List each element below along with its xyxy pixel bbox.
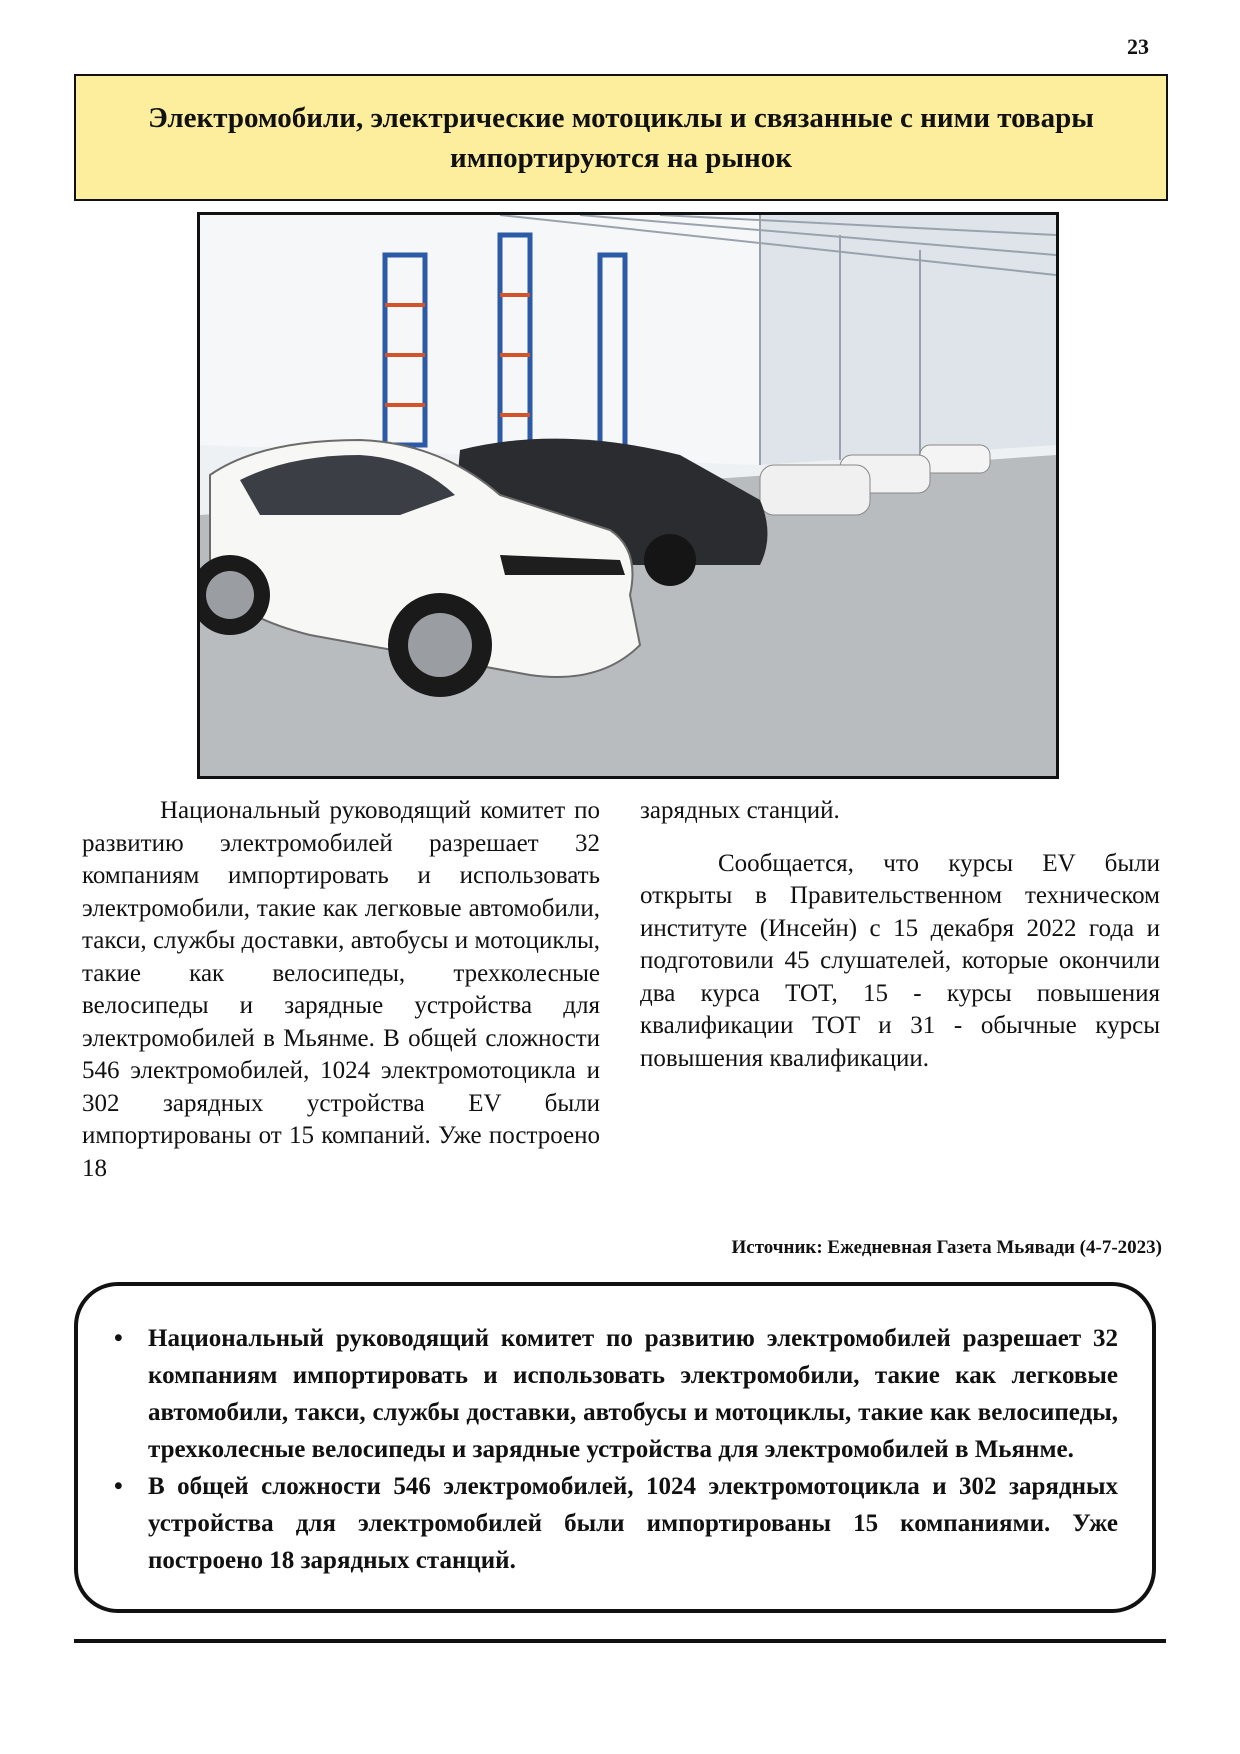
summary-item [110, 1320, 1118, 1468]
headline-line-1: Электромобили, электрические мотоциклы и связанные с ними товары [148, 101, 1094, 134]
bullet-icon: • [114, 1473, 123, 1500]
headline-line-2: импортируются на рынок [450, 141, 792, 174]
article-column-left [82, 795, 600, 1185]
article-paragraph-2: Сообщается, что курсы EV были открыты в Правительственном техническом институте (Инсейн) с 15 декабря 2022 года и подготовили 45 слушателей, которые окончили два курса TOT, 15 - курсы повышения квалификации TOT и 31 - обычные курсы повышения квалификации. [640, 849, 1160, 1072]
footer-divider [74, 1639, 1166, 1643]
page-number: 23 [1127, 34, 1149, 59]
summary-list [110, 1320, 1118, 1579]
article-paragraph-1-continuation: зарядных станций. [640, 797, 840, 824]
summary-item [110, 1468, 1118, 1579]
ev-cars-warehouse-photo [197, 212, 1059, 779]
article-paragraph-1: Национальный руководящий комитет по развитию электромобилей разрешает 32 компаниям импортировать и использовать электромобили, такие как легковые автомобили, такси, службы доставки, автобусы и мотоциклы, такие как велосипеды, трехколесные велосипеды и зарядные устройства для электромобилей в Мьянме. В общей сложности 546 электромобилей, 1024 электромотоцикла и 302 зарядных устройства EV были импортированы от 15 компаний. Уже построено 18 [82, 797, 600, 1182]
source-citation: Источник: Ежедневная Газета Мьявади (4-7-2023) [731, 1237, 1162, 1258]
summary-box [74, 1282, 1156, 1613]
headline-box [74, 74, 1168, 201]
summary-item-text: В общей сложности 546 электромобилей, 1024 электромотоцикла и 302 зарядных устройства для электромобилей были импортированы 15 компаниями. Уже построено 18 зарядных станций. [148, 1473, 1118, 1574]
summary-item-text: Национальный руководящий комитет по развитию электромобилей разрешает 32 компаниям импортировать и использовать электромобили, такие как легковые автомобили, такси, службы доставки, автобусы и мотоциклы, такие как велосипеды, трехколесные велосипеды и зарядные устройства для электромобилей в Мьянме. [148, 1325, 1118, 1463]
bullet-icon: • [114, 1325, 123, 1352]
article-column-right [640, 795, 1160, 1075]
